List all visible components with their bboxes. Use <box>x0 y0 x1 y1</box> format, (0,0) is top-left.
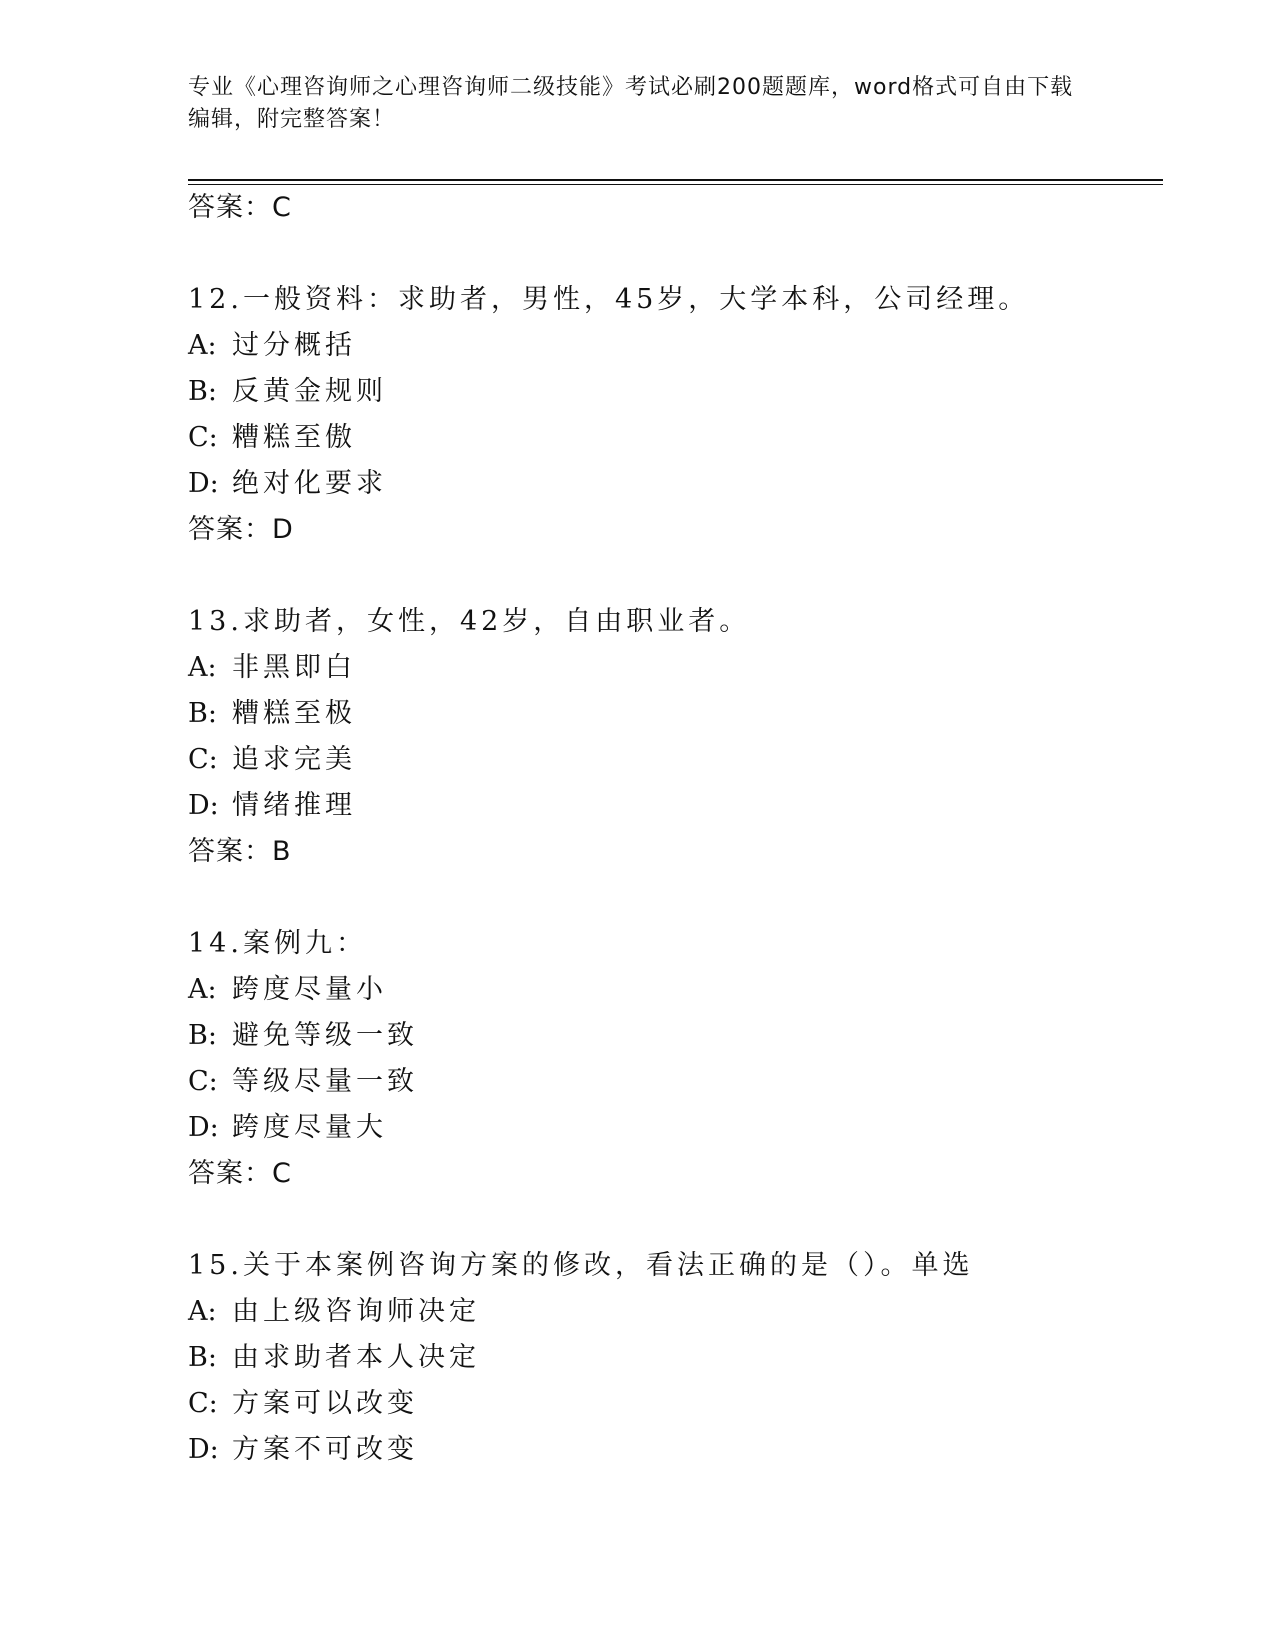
option-a <box>188 972 1163 1018</box>
question-item <box>188 282 1163 556</box>
option-key: C: <box>188 744 218 775</box>
option-d <box>188 788 1163 834</box>
option-text: 由上级咨询师决定 <box>232 1296 480 1327</box>
option-text: 避免等级一致 <box>232 1020 418 1051</box>
option-key: A: <box>188 330 217 361</box>
option-c <box>188 1386 1163 1432</box>
option-key: C: <box>188 422 218 453</box>
option-text: 情绪推理 <box>232 790 356 821</box>
option-text: 由求助者本人决定 <box>232 1342 480 1373</box>
option-text: 方案不可改变 <box>232 1434 418 1465</box>
option-key: D: <box>188 790 219 821</box>
header-rule-thick <box>188 179 1163 181</box>
option-key: D: <box>188 468 219 499</box>
option-text: 反黄金规则 <box>232 376 387 407</box>
option-a <box>188 328 1163 374</box>
document-header: 专业《心理咨询师之心理咨询师二级技能》考试必刷200题题库，word格式可自由下载编辑，附完整答案！ <box>188 75 1074 132</box>
option-b <box>188 374 1163 420</box>
option-key: B: <box>188 698 217 729</box>
answer-line: 答案：C <box>188 1158 292 1189</box>
option-text: 跨度尽量大 <box>232 1112 387 1143</box>
question-list <box>188 190 1163 1526</box>
answer-line: 答案：B <box>188 836 292 867</box>
option-text: 追求完美 <box>232 744 356 775</box>
question-title: 14.案例九： <box>188 928 367 959</box>
option-c <box>188 742 1163 788</box>
answer-line: 答案：D <box>188 514 294 545</box>
option-key: D: <box>188 1112 219 1143</box>
option-d <box>188 466 1163 512</box>
question-title: 12.一般资料：求助者，男性，45岁，大学本科，公司经理。 <box>188 284 1030 315</box>
option-key: A: <box>188 974 217 1005</box>
option-d <box>188 1432 1163 1478</box>
question-item <box>188 926 1163 1200</box>
option-key: B: <box>188 376 217 407</box>
option-text: 糟糕至极 <box>232 698 356 729</box>
question-title: 15.关于本案例咨询方案的修改，看法正确的是（）。单选 <box>188 1250 974 1281</box>
option-key: B: <box>188 1342 217 1373</box>
option-b <box>188 696 1163 742</box>
option-a <box>188 650 1163 696</box>
option-b <box>188 1018 1163 1064</box>
option-text: 糟糕至傲 <box>232 422 356 453</box>
option-text: 过分概括 <box>232 330 356 361</box>
option-key: A: <box>188 652 217 683</box>
header-rule-thin <box>188 184 1163 185</box>
question-item <box>188 604 1163 878</box>
option-key: B: <box>188 1020 217 1051</box>
answer-line: 答案：C <box>188 192 292 223</box>
option-c <box>188 1064 1163 1110</box>
option-key: C: <box>188 1388 218 1419</box>
option-text: 绝对化要求 <box>232 468 387 499</box>
question-title: 13.求助者，女性，42岁，自由职业者。 <box>188 606 751 637</box>
option-c <box>188 420 1163 466</box>
option-text: 等级尽量一致 <box>232 1066 418 1097</box>
option-text: 方案可以改变 <box>232 1388 418 1419</box>
option-a <box>188 1294 1163 1340</box>
option-key: C: <box>188 1066 218 1097</box>
option-d <box>188 1110 1163 1156</box>
option-text: 非黑即白 <box>232 652 356 683</box>
option-b <box>188 1340 1163 1386</box>
option-key: D: <box>188 1434 219 1465</box>
option-key: A: <box>188 1296 217 1327</box>
option-text: 跨度尽量小 <box>232 974 387 1005</box>
question-item <box>188 1248 1163 1478</box>
